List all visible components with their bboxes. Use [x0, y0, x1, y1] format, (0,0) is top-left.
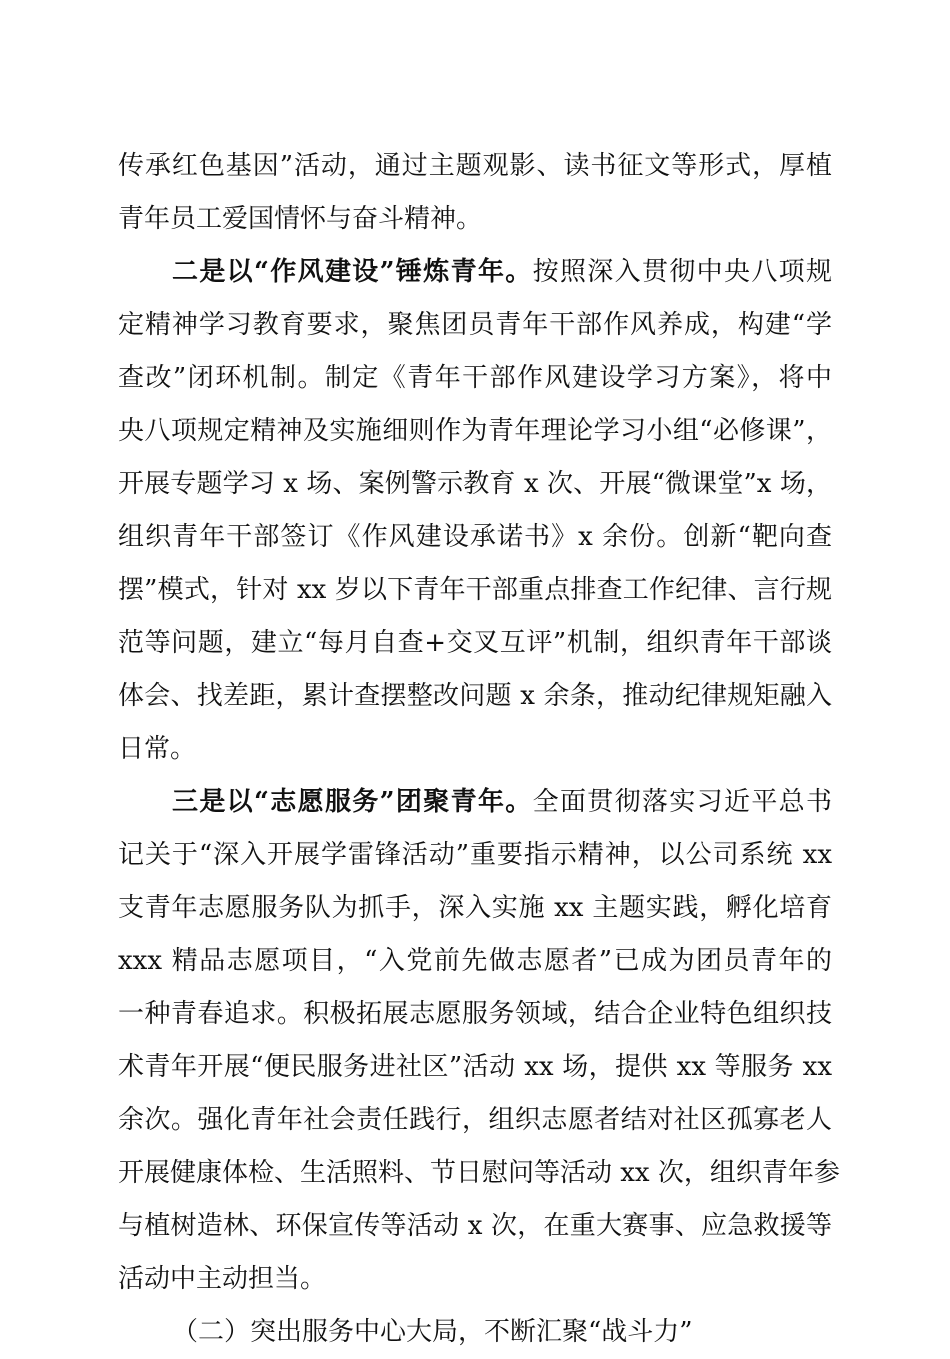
paragraph-lead: 三是以“志愿服务”团聚青年。 [172, 787, 533, 817]
paragraph-line: 支青年志愿服务队为抓手，深入实施 xx 主题实践，孵化培育 [118, 893, 832, 923]
paragraph-line: 一种青春追求。积极拓展志愿服务领域，结合企业特色组织技 [118, 999, 832, 1029]
paragraph-line: 摆”模式，针对 xx 岁以下青年干部重点排查工作纪律、言行规 [118, 575, 832, 605]
section-heading-text: （二）突出服务中心大局，不断汇聚“战斗力” [172, 1317, 693, 1347]
paragraph-line: 青年员工爱国情怀与奋斗精神。 [118, 204, 483, 234]
paragraph-1 [118, 140, 832, 246]
paragraph-line: 央八项规定精神及实施细则作为青年理论学习小组“必修课”， [118, 416, 832, 446]
document-page [118, 140, 840, 1359]
paragraph-line: 活动中主动担当。 [118, 1264, 327, 1294]
paragraph-line: 术青年开展“便民服务进社区”活动 xx 场，提供 xx 等服务 xx [118, 1052, 832, 1082]
paragraph-first-rest: 全面贯彻落实习近平总书 [532, 787, 832, 817]
paragraph-line: 组织青年干部签订《作风建设承诺书》x 余份。创新“靶向查 [118, 522, 832, 552]
paragraph-first-line [118, 246, 832, 299]
paragraph-lead: 二是以“作风建设”锤炼青年。 [172, 257, 533, 287]
paragraph-line: 日常。 [118, 734, 197, 764]
paragraph-first-line [118, 776, 832, 829]
paragraph-line: 开展健康体检、生活照料、节日慰问等活动 xx 次，组织青年参 [118, 1158, 840, 1188]
section-heading [118, 1306, 832, 1359]
paragraph-line: 与植树造林、环保宣传等活动 x 次，在重大赛事、应急救援等 [118, 1211, 832, 1241]
paragraph-3 [118, 776, 840, 1306]
paragraph-line: 传承红色基因”活动，通过主题观影、读书征文等形式，厚植 [118, 151, 832, 181]
paragraph-line: 开展专题学习 x 场、案例警示教育 x 次、开展“微课堂”x 场， [118, 469, 832, 499]
paragraph-line: 定精神学习教育要求，聚焦团员青年干部作风养成，构建“学 [118, 310, 832, 340]
paragraph-line: 记关于“深入开展学雷锋活动”重要指示精神，以公司系统 xx [118, 840, 832, 870]
paragraph-line: 查改”闭环机制。制定《青年干部作风建设学习方案》，将中 [118, 363, 832, 393]
paragraph-line: 余次。强化青年社会责任践行，组织志愿者结对社区孤寡老人 [118, 1105, 832, 1135]
paragraph-line: 范等问题，建立“每月自查+交叉互评”机制，组织青年干部谈 [118, 628, 832, 658]
paragraph-first-rest: 按照深入贯彻中央八项规 [532, 257, 832, 287]
paragraph-2 [118, 246, 832, 776]
paragraph-line: 体会、找差距，累计查摆整改问题 x 余条，推动纪律规矩融入 [118, 681, 832, 711]
paragraph-line: xxx 精品志愿项目，“入党前先做志愿者”已成为团员青年的 [118, 946, 832, 976]
